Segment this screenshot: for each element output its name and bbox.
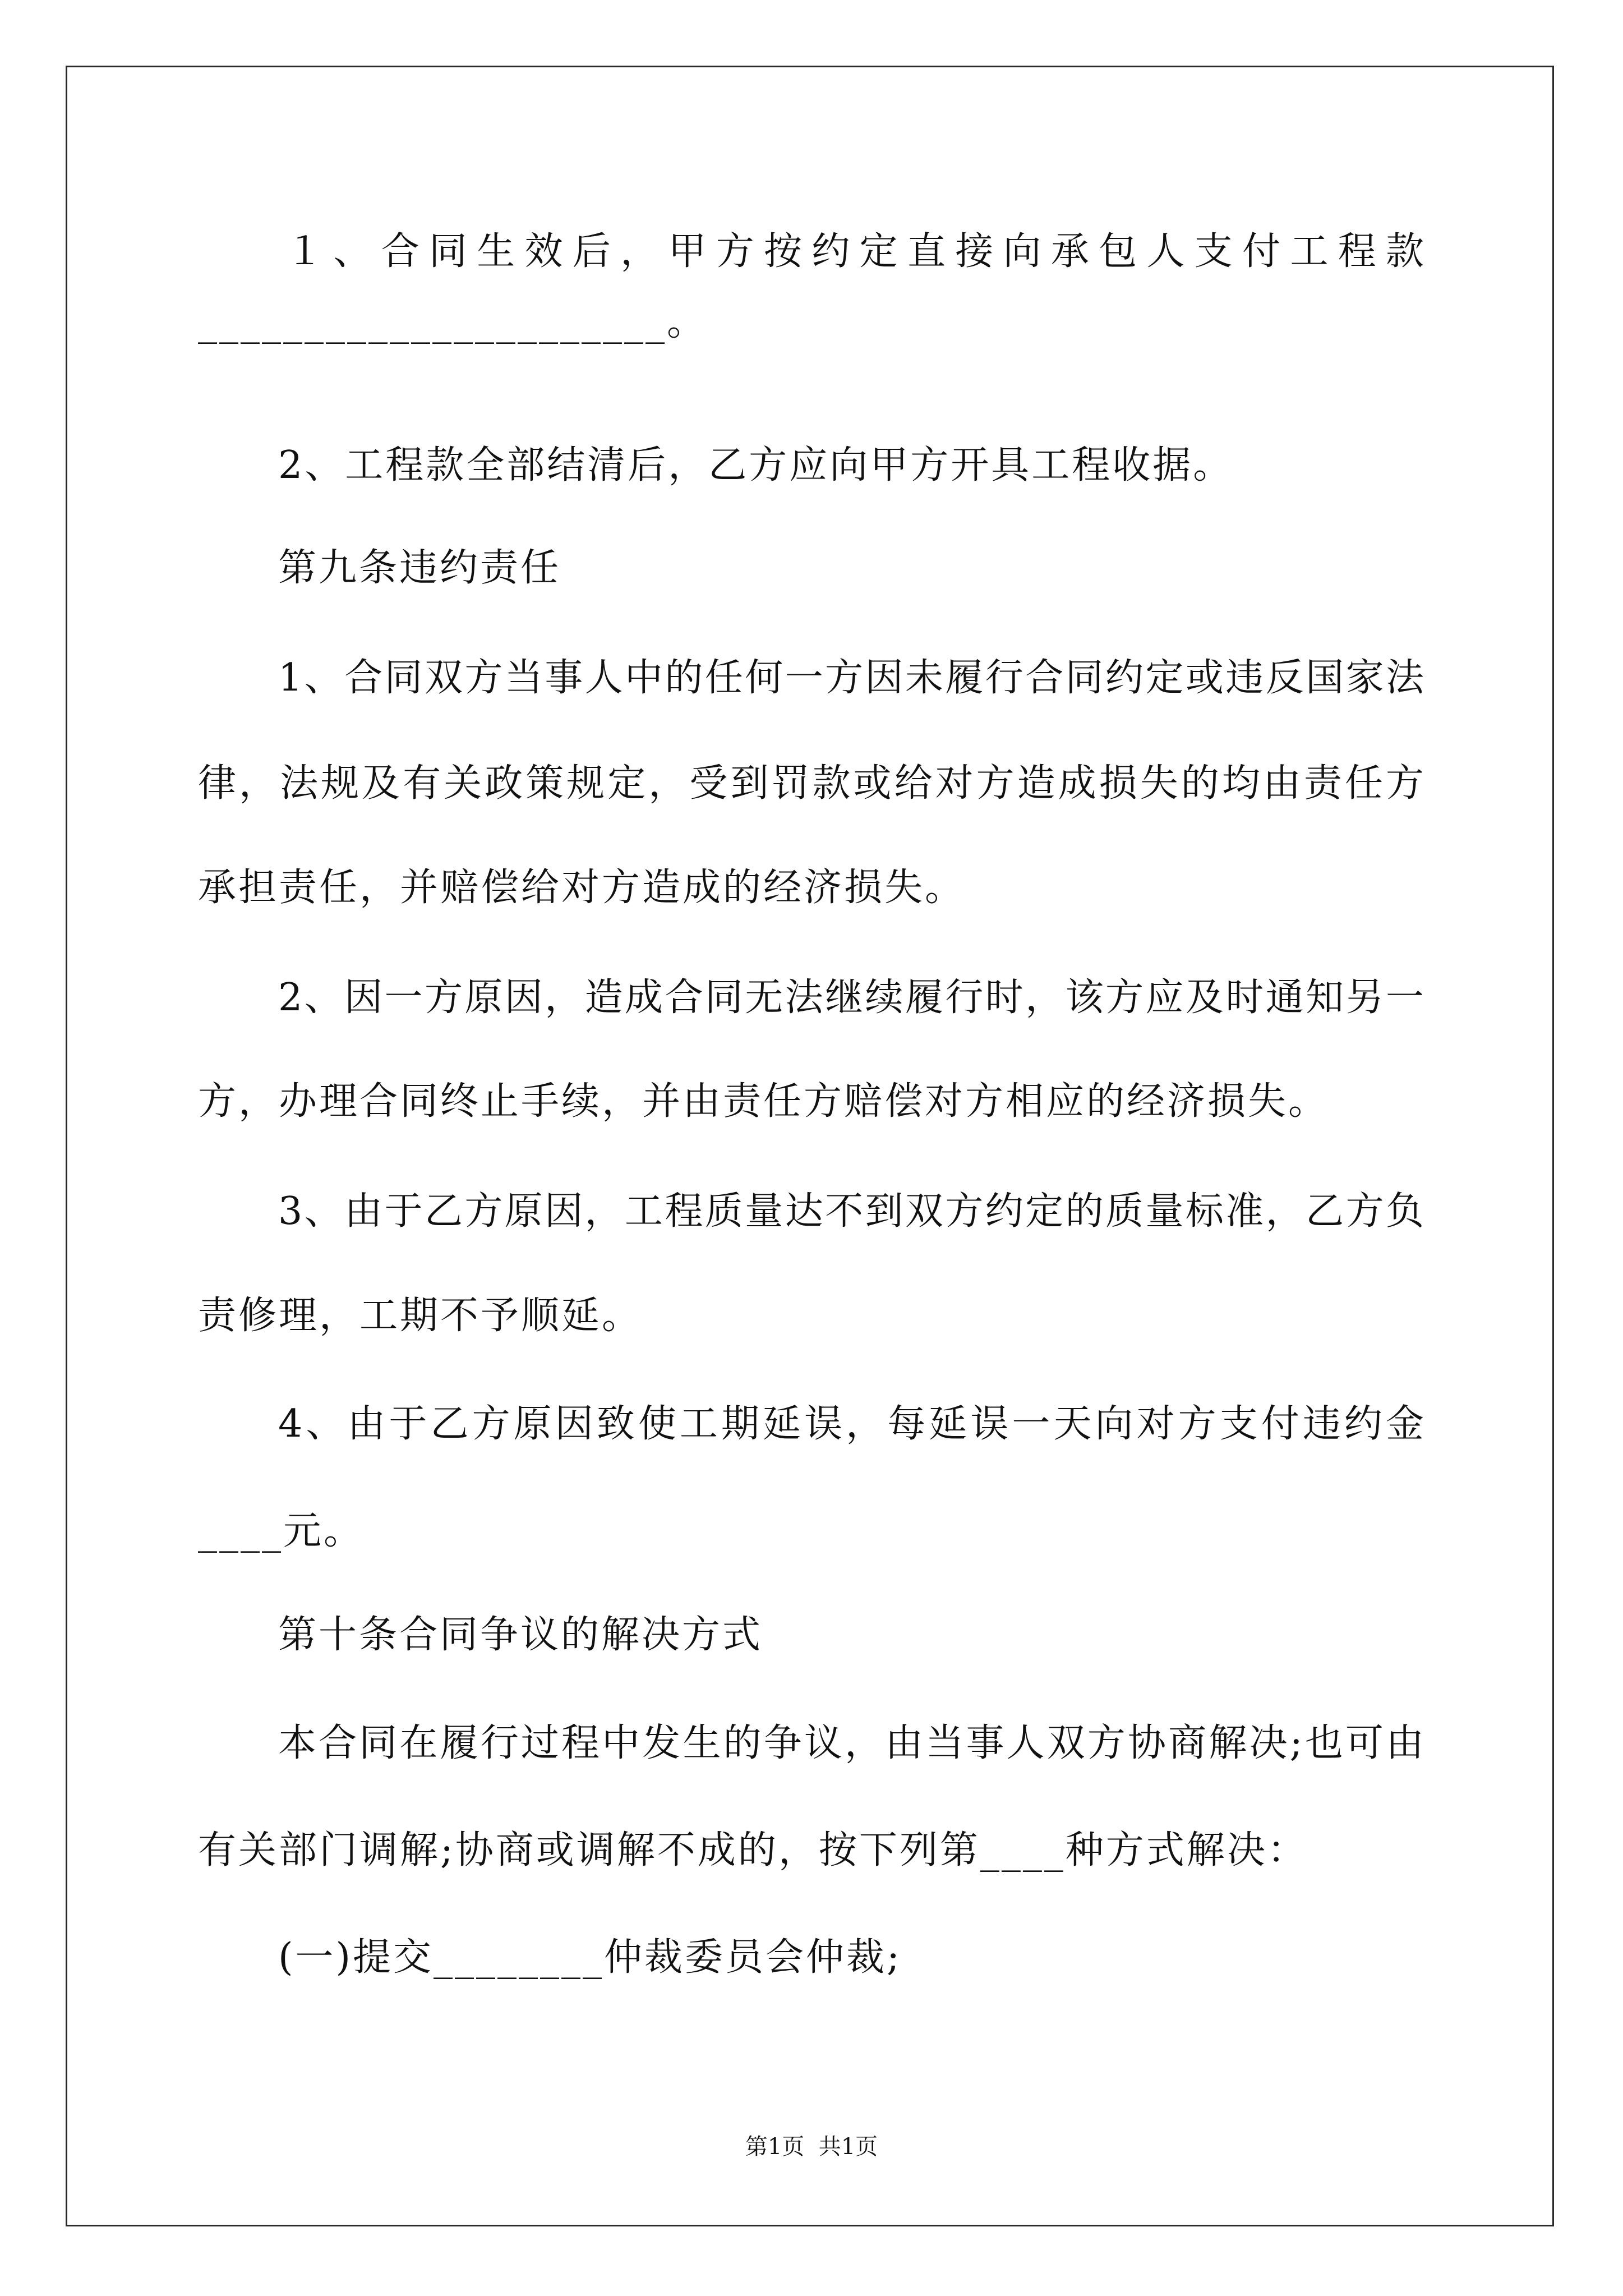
- liability-clause-4-line-1: 4、由于乙方原因致使工期延误，每延误一天向对方支付违约金: [278, 1402, 1424, 1446]
- liability-clause-1-line-1: 1、合同双方当事人中的任何一方因未履行合同约定或违反国家法: [278, 656, 1424, 700]
- section-heading-article-10: 第十条合同争议的解决方式: [278, 1613, 763, 1657]
- dispute-clause-line-1: 本合同在履行过程中发生的争议，由当事人双方协商解决;也可由: [278, 1721, 1424, 1765]
- liability-clause-3-line-1: 3、由于乙方原因，工程质量达不到双方约定的质量标准，乙方负: [278, 1189, 1424, 1234]
- liability-clause-3-line-2: 责修理，工期不予顺延。: [198, 1294, 643, 1338]
- page-border: [66, 66, 1554, 2226]
- liability-clause-2-line-2: 方，办理合同终止手续，并由责任方赔偿对方相应的经济损失。: [198, 1079, 1329, 1124]
- payment-clause-1-line-2: ______________________。: [198, 300, 708, 344]
- liability-clause-1-line-2: 律，法规及有关政策规定，受到罚款或给对方造成损失的均由责任方: [198, 761, 1424, 806]
- liability-clause-4-line-2: ____元。: [198, 1509, 365, 1553]
- page-number-footer: 第1页 共1页: [745, 2134, 878, 2160]
- liability-clause-1-line-3: 承担责任，并赔偿给对方造成的经济损失。: [198, 866, 966, 910]
- dispute-clause-line-2: 有关部门调解;协商或调解不成的，按下列第____种方式解决：: [198, 1828, 1308, 1872]
- payment-clause-1-line-1: １、合同生效后，甲方按约定直接向承包人支付工程款: [285, 229, 1424, 274]
- liability-clause-2-line-1: 2、因一方原因，造成合同无法继续履行时，该方应及时通知另一: [278, 976, 1424, 1020]
- payment-clause-2-line-1: 2、工程款全部结清后，乙方应向甲方开具工程收据。: [278, 443, 1234, 487]
- dispute-option-1: (一)提交________仲裁委员会仲裁;: [278, 1935, 902, 1980]
- section-heading-article-9: 第九条违约责任: [278, 546, 561, 590]
